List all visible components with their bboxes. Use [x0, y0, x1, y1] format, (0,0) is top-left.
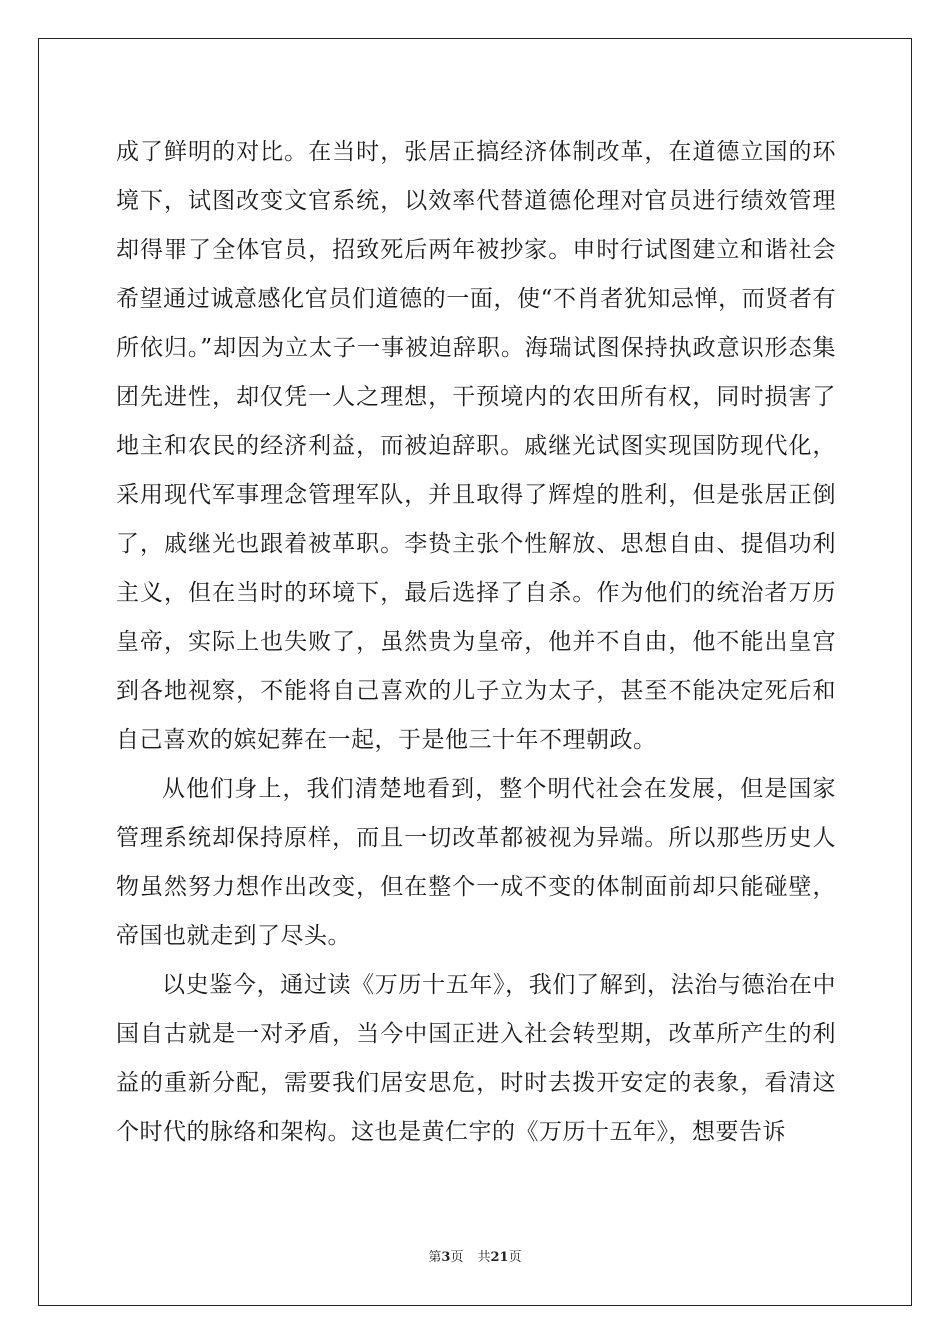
total-suffix: 页 — [508, 1250, 522, 1265]
page-footer — [0, 1246, 950, 1265]
total-prefix: 共 — [477, 1250, 491, 1265]
paragraph-2: 从他们身上，我们清楚地看到，整个明代社会在发展，但是国家管理系统却保持原样，而且一切改革都被视为异端。所以那些历史人物虽然努力想作出改变，但在整个一成不变的体制面前却只能碰壁，帝国也就走到了尽头。 — [116, 776, 836, 949]
page-number: 3 — [441, 1250, 451, 1265]
paragraph-3: 以史鉴今，通过读《万历十五年》，我们了解到，法治与德治在中国自古就是一对矛盾，当今中国正进入社会转型期，改革所产生的利益的重新分配，需要我们居安思危，时时去拨开安定的表象，看清这个时代的脉络和架构。这也是黄仁宇的《万历十五年》，想要告诉 — [116, 972, 836, 1145]
paragraph-1: 成了鲜明的对比。在当时，张居正搞经济体制改革，在道德立国的环境下，试图改变文官系统，以效率代替道德伦理对官员进行绩效管理却得罪了全体官员，招致死后两年被抄家。申时行试图建立和谐社会希望通过诚意感化官员们道德的一面，使“不肖者犹知忌惮，而贤者有所依归。”却因为立太子一事被迫辞职。海瑞试图保持执政意识形态集团先进性，却仅凭一人之理想，干预境内的农田所有权，同时损害了地主和农民的经济利益，而被迫辞职。戚继光试图实现国防现代化，采用现代军事理念管理军队，并且取得了辉煌的胜利，但是张居正倒了，戚继光也跟着被革职。李贽主张个性解放、思想自由、提倡功利主义，但在当时的环境下，最后选择了自杀。作为他们的统治者万历皇帝，实际上也失败了，虽然贵为皇帝，他并不自由，他不能出皇宫到各地视察，不能将自己喜欢的儿子立为太子，甚至不能决定死后和自己喜欢的嫔妃葬在一起，于是他三十年不理朝政。 — [116, 139, 836, 753]
page-suffix: 页 — [450, 1250, 464, 1265]
document-body — [116, 128, 836, 1157]
page-prefix: 第 — [428, 1250, 442, 1265]
total-pages: 21 — [490, 1250, 509, 1265]
